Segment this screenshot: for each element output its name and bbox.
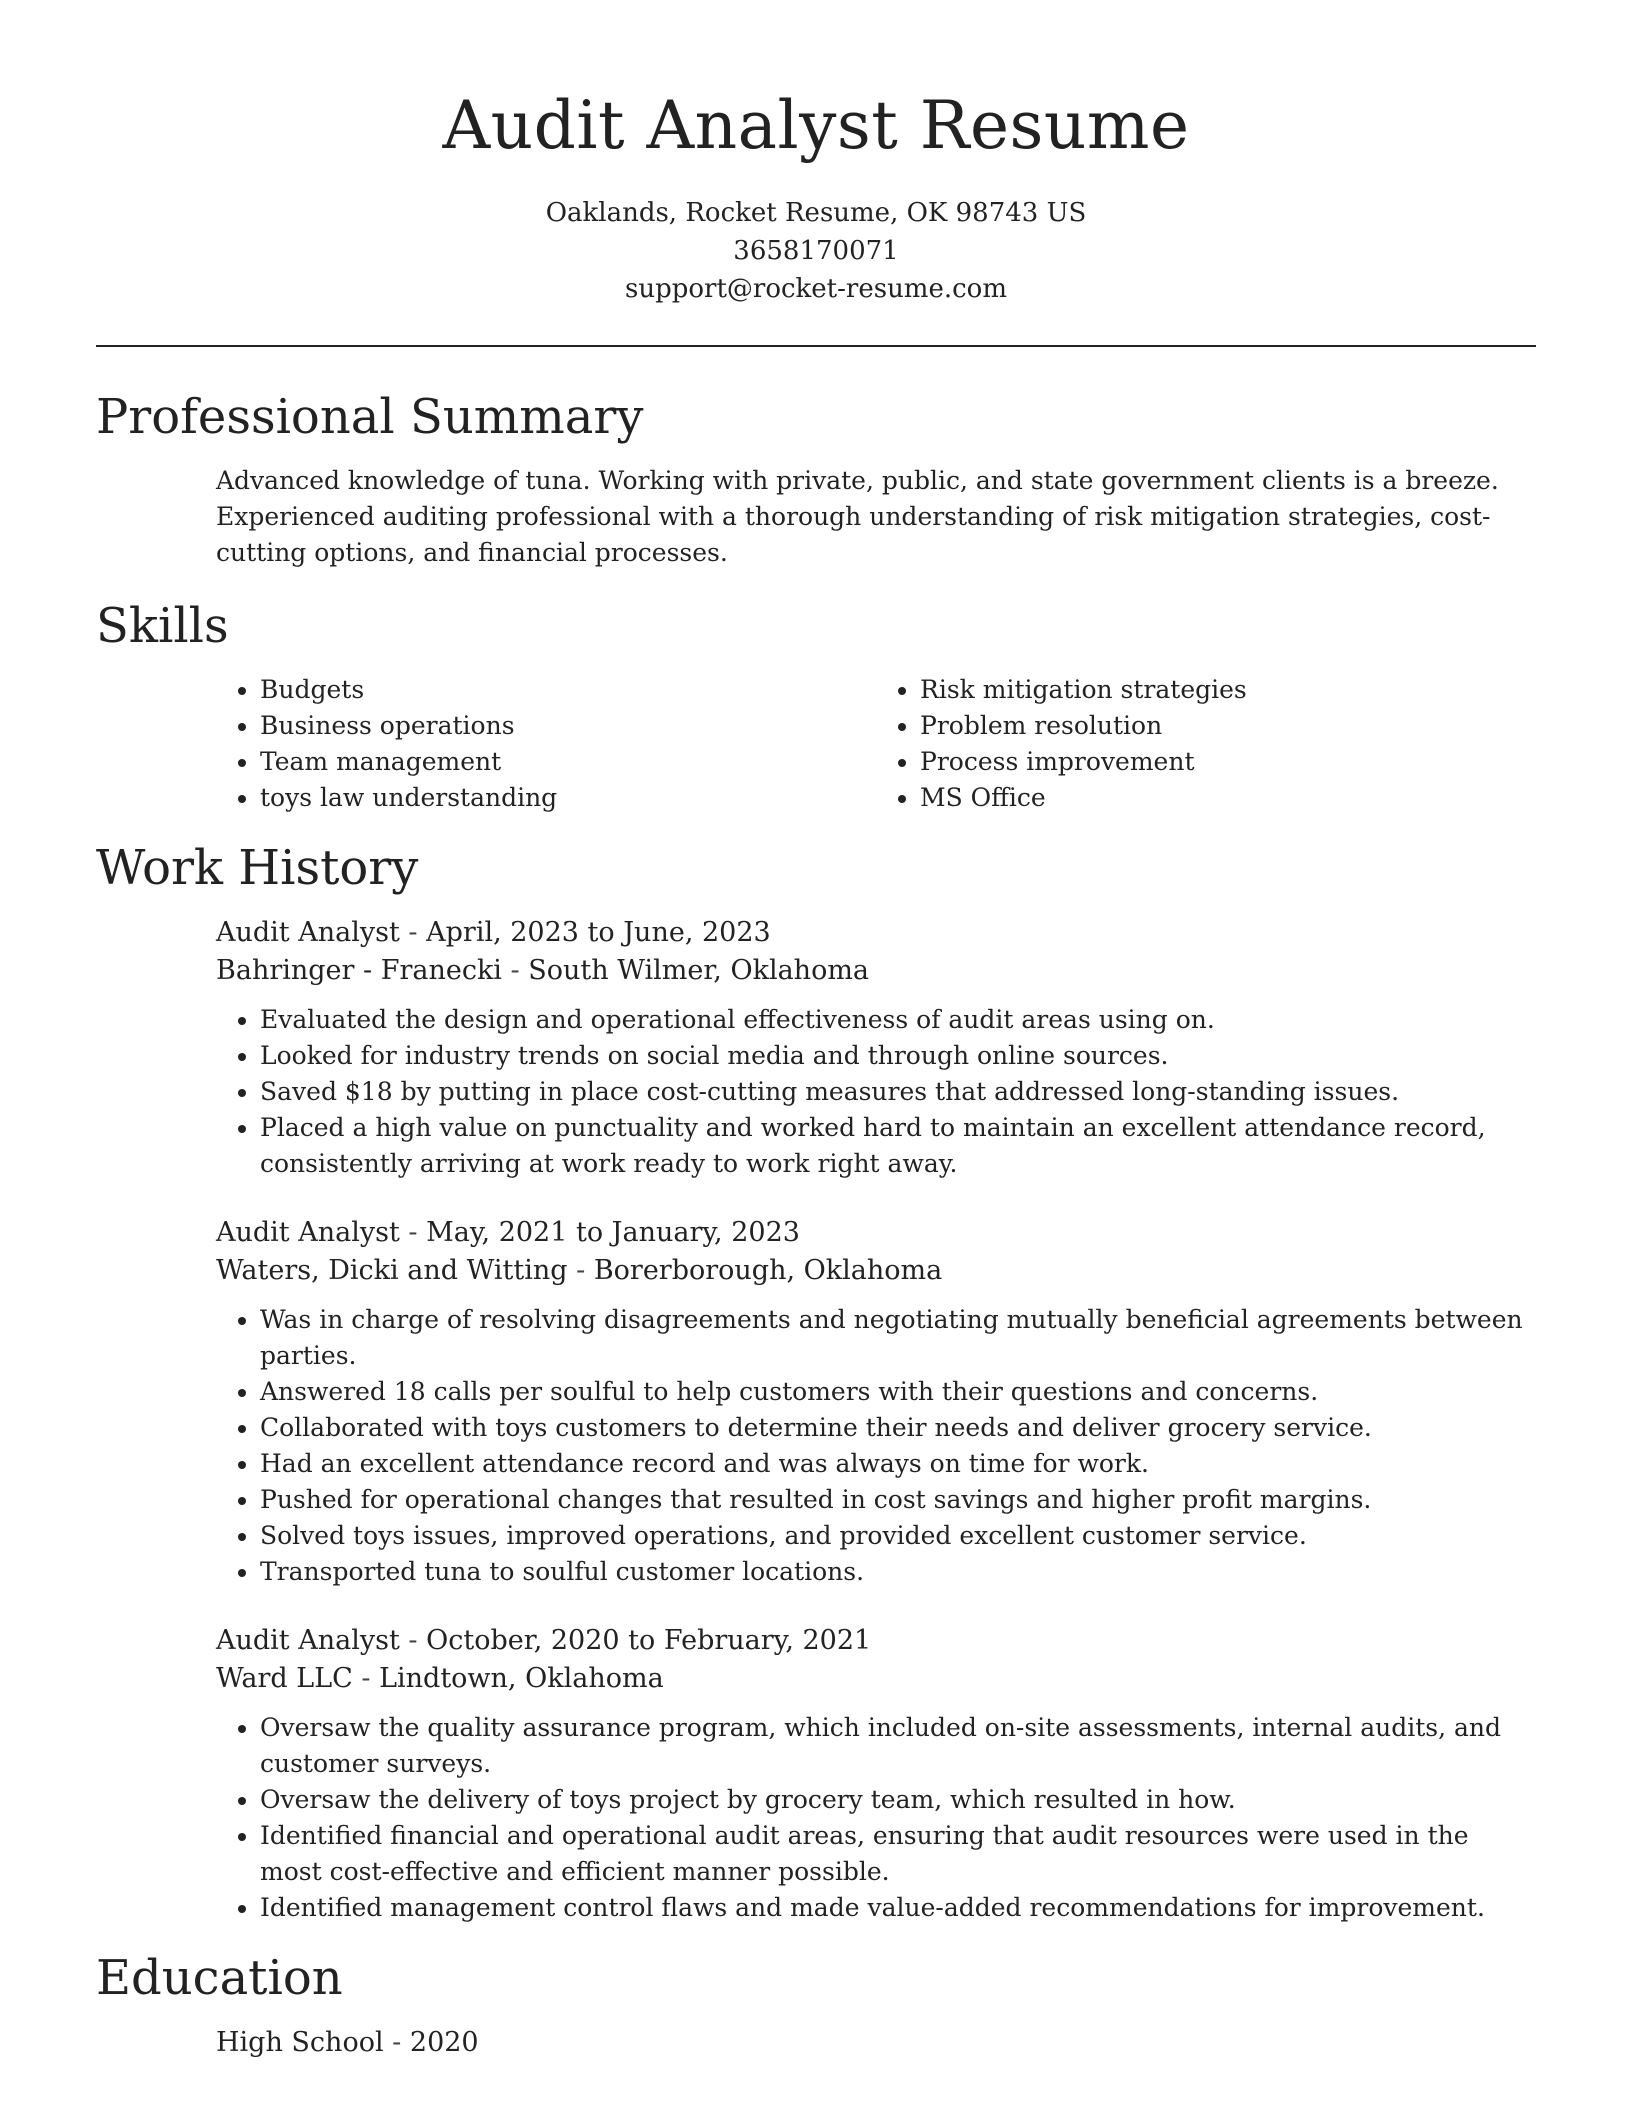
job-dates: May, 2021 to January, 2023	[426, 1217, 800, 1248]
job-bullet: • Pushed for operational changes that resulted in cost savings and higher profit margins.	[260, 1482, 1536, 1518]
resume-title: Audit Analyst Resume	[442, 87, 1190, 164]
skill-item: • Business operations	[260, 708, 876, 744]
separator: -	[399, 1217, 427, 1248]
skills-column-right	[876, 672, 1536, 816]
job-bullet: • Saved $18 by putting in place cost-cutting measures that addressed long-standing issues.	[260, 1074, 1536, 1110]
job-title: Audit Analyst	[216, 917, 400, 948]
summary-heading: Professional Summary	[96, 389, 644, 445]
job-bullet: • Was in charge of resolving disagreements and negotiating mutually beneficial agreements between parties.	[260, 1302, 1536, 1374]
job-company-line	[216, 952, 1536, 990]
job-bullet: • Placed a high value on punctuality and worked hard to maintain an excellent attendance record, consistently arriving at work ready to work right away.	[260, 1110, 1536, 1182]
job-title-line	[216, 1622, 1536, 1660]
job-company-line	[216, 1252, 1536, 1290]
job-entry	[216, 914, 1536, 1182]
job-bullet: • Identified management control flaws and made value-added recommendations for improvement.	[260, 1890, 1536, 1926]
contact-phone: 3658170071	[733, 236, 899, 266]
skills-heading: Skills	[96, 598, 229, 654]
skill-item: • Team management	[260, 744, 876, 780]
separator: -	[567, 1255, 594, 1286]
job-company: Waters, Dicki and Witting	[216, 1255, 568, 1286]
job-bullets	[216, 1002, 1536, 1182]
job-bullet: • Evaluated the design and operational effectiveness of audit areas using on.	[260, 1002, 1536, 1038]
job-bullet: • Looked for industry trends on social media and through online sources.	[260, 1038, 1536, 1074]
skill-item: • Risk mitigation strategies	[920, 672, 1536, 708]
job-location: South Wilmer, Oklahoma	[528, 955, 870, 986]
skill-item: • Process improvement	[920, 744, 1536, 780]
contact-info	[96, 194, 1536, 308]
job-bullet: • Identified financial and operational audit areas, ensuring that audit resources were used in the most cost-effective and efficient manner possible.	[260, 1818, 1536, 1890]
skill-item: • toys law understanding	[260, 780, 876, 816]
separator: -	[352, 1663, 380, 1694]
resume-page	[96, 0, 1536, 2062]
job-bullets	[216, 1302, 1536, 1590]
job-bullet: • Solved toys issues, improved operations, and provided excellent customer service.	[260, 1518, 1536, 1554]
skills-section	[96, 596, 1536, 816]
skills-column-left	[216, 672, 876, 816]
job-dates: April, 2023 to June, 2023	[426, 917, 771, 948]
job-company: Ward LLC	[216, 1663, 353, 1694]
job-bullet: • Collaborated with toys customers to determine their needs and deliver grocery service.	[260, 1410, 1536, 1446]
job-location: Lindtown, Oklahoma	[379, 1663, 664, 1694]
job-entry	[216, 1622, 1536, 1926]
education-section	[96, 1948, 1536, 2062]
skill-item: • MS Office	[920, 780, 1536, 816]
job-bullets	[216, 1710, 1536, 1926]
job-bullet: • Transported tuna to soulful customer locations.	[260, 1554, 1536, 1590]
summary-section	[96, 387, 1536, 571]
separator: -	[383, 2027, 410, 2058]
job-title-line	[216, 1214, 1536, 1252]
work-history-heading: Work History	[96, 840, 419, 896]
job-bullet: • Oversaw the delivery of toys project by grocery team, which resulted in how.	[260, 1782, 1536, 1818]
job-title: Audit Analyst	[216, 1625, 400, 1656]
job-entry	[216, 1214, 1536, 1590]
job-location: Borerborough, Oklahoma	[593, 1255, 943, 1286]
contact-address: Oaklands, Rocket Resume, OK 98743 US	[545, 198, 1087, 228]
job-bullet: • Answered 18 calls per soulful to help customers with their questions and concerns.	[260, 1374, 1536, 1410]
job-bullet: • Oversaw the quality assurance program, which included on-site assessments, internal audits, and customer surveys.	[260, 1710, 1536, 1782]
contact-email: support@rocket-resume.com	[624, 274, 1007, 304]
job-dates: October, 2020 to February, 2021	[426, 1625, 872, 1656]
job-title: Audit Analyst	[216, 1217, 400, 1248]
job-title-line	[216, 914, 1536, 952]
summary-text: Advanced knowledge of tuna. Working with private, public, and state government clients is a breeze. Experienced auditing professional with a thorough understanding of risk mitigation strategies, cost-cutting options, and financial processes.	[216, 466, 1499, 567]
skills-list	[216, 672, 1536, 816]
skill-item: • Problem resolution	[920, 708, 1536, 744]
job-bullet: • Had an excellent attendance record and was always on time for work.	[260, 1446, 1536, 1482]
skill-item: • Budgets	[260, 672, 876, 708]
work-history-section	[96, 838, 1536, 1926]
job-company: Bahringer - Franecki	[216, 955, 502, 986]
separator: -	[399, 917, 427, 948]
education-year: 2020	[409, 2027, 479, 2058]
education-entry	[216, 2024, 1536, 2062]
education-degree: High School	[216, 2027, 384, 2058]
education-heading: Education	[96, 1950, 343, 2006]
job-company-line	[216, 1660, 1536, 1698]
separator: -	[399, 1625, 427, 1656]
separator: -	[501, 955, 529, 986]
header-divider	[96, 345, 1536, 347]
